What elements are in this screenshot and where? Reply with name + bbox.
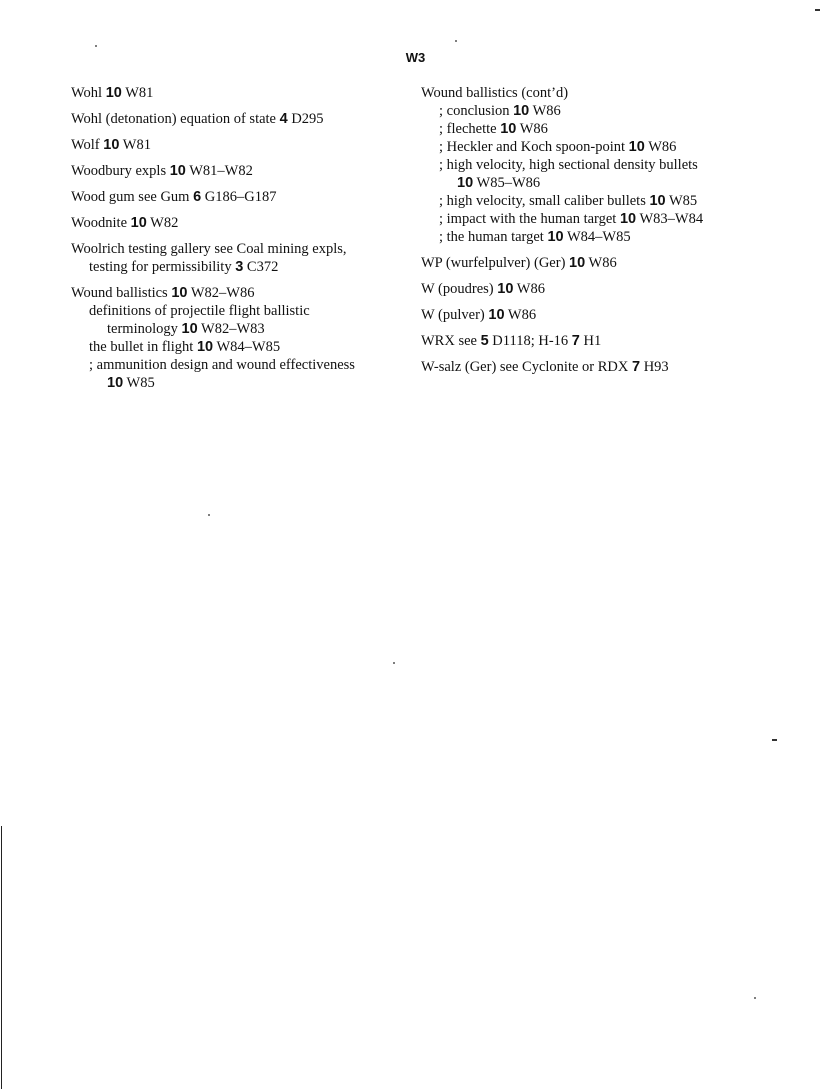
index-subentry-small-caliber xyxy=(421,192,751,210)
scan-speck xyxy=(208,514,210,516)
entry-term: ; ammunition design and wound effectiveness xyxy=(89,357,355,373)
entry-term: W (poudres) xyxy=(421,281,494,297)
index-subentry-flechette xyxy=(421,120,751,138)
entry-reference: W86 xyxy=(507,307,537,323)
scan-margin-line xyxy=(1,826,2,1089)
index-entry-wood-gum xyxy=(71,188,371,206)
entry-term: WP (wurfelpulver) (Ger) xyxy=(421,255,566,271)
entry-volume: 10 xyxy=(107,375,124,391)
entry-reference: C372 xyxy=(246,259,279,275)
entry-continuation xyxy=(439,174,751,192)
index-column-right xyxy=(421,84,751,376)
scan-speck xyxy=(95,45,97,47)
entry-continuation xyxy=(89,374,371,392)
entry-reference: W84–W85 xyxy=(566,229,631,245)
entry-volume: 6 xyxy=(193,189,202,205)
entry-reference: W85 xyxy=(669,193,698,209)
entry-term: ; impact with the human target xyxy=(439,211,617,227)
index-subentry-high-sectional-density xyxy=(421,156,751,192)
entry-term: Wohl (detonation) equation of state xyxy=(71,111,276,127)
entry-reference: W83–W84 xyxy=(639,211,704,227)
entry-volume: 10 xyxy=(619,211,637,227)
entry-term: Woodbury expls xyxy=(71,163,167,179)
entry-reference: W86 xyxy=(516,281,545,297)
index-subentry-impact-human-target xyxy=(421,210,751,228)
entry-volume: 10 xyxy=(569,255,586,271)
entry-volume: 10 xyxy=(457,175,474,191)
index-subentry-ammunition-design xyxy=(71,356,371,392)
index-column-left xyxy=(71,84,371,392)
entry-term: Wound ballistics (cont’d) xyxy=(421,85,569,101)
entry-volume: 10 xyxy=(547,229,564,245)
index-entry-wohl-detonation xyxy=(71,110,371,128)
page-header: W3 xyxy=(405,50,426,65)
entry-term: Woolrich testing gallery see Coal mining expls, xyxy=(71,241,347,257)
entry-term: Wound ballistics xyxy=(71,285,168,301)
index-subentry-heckler-koch xyxy=(421,138,751,156)
scan-mark xyxy=(772,739,777,741)
entry-term: ; high velocity, small caliber bullets xyxy=(439,193,646,209)
entry-reference: W86 xyxy=(532,103,561,119)
index-entry-woodnite xyxy=(71,214,371,232)
entry-volume: 10 xyxy=(103,137,120,153)
entry-term: W-salz (Ger) see Cyclonite or RDX xyxy=(421,359,629,375)
entry-term: ; Heckler and Koch spoon-point xyxy=(439,139,626,155)
entry-reference: W82 xyxy=(150,215,179,231)
entry-reference: D295 xyxy=(291,111,324,127)
entry-volume: 10 xyxy=(130,215,147,231)
index-entry-wound-ballistics-contd xyxy=(421,84,751,102)
entry-volume: 10 xyxy=(171,285,188,301)
entry-reference: H93 xyxy=(643,359,669,375)
index-entry-wolf xyxy=(71,136,371,154)
entry-reference: G186–G187 xyxy=(204,189,277,205)
entry-term: WRX see xyxy=(421,333,477,349)
index-entry-w-poudres xyxy=(421,280,751,298)
index-subentry-definitions xyxy=(71,302,371,338)
entry-term: Wolf xyxy=(71,137,100,153)
entry-reference: W85 xyxy=(126,375,155,391)
index-subentry-conclusion xyxy=(421,102,751,120)
index-subentry-bullet-in-flight xyxy=(71,338,371,356)
entry-reference: W86 xyxy=(588,255,617,271)
entry-term: the bullet in flight xyxy=(89,339,194,355)
index-entry-wp xyxy=(421,254,751,272)
entry-reference: W81 xyxy=(122,137,151,153)
entry-term: ; conclusion xyxy=(439,103,510,119)
entry-term: W (pulver) xyxy=(421,307,485,323)
entry-term: Wood gum see Gum xyxy=(71,189,190,205)
entry-volume: 10 xyxy=(628,139,645,155)
entry-reference: W86 xyxy=(519,121,548,137)
entry-volume: 10 xyxy=(497,281,514,297)
entry-term: definitions of projectile flight ballistic xyxy=(89,303,310,319)
entry-volume: 10 xyxy=(513,103,530,119)
entry-volume: 5 xyxy=(480,333,489,349)
entry-volume: 10 xyxy=(169,163,186,179)
entry-subterm: testing for permissibility xyxy=(89,259,232,275)
scan-speck xyxy=(455,40,457,42)
scan-speck xyxy=(754,997,756,999)
entry-term: ; high velocity, high sectional density bullets xyxy=(439,157,698,173)
entry-volume: 7 xyxy=(632,359,641,375)
index-entry-woolrich xyxy=(71,240,371,276)
entry-reference: W81 xyxy=(125,85,154,101)
entry-reference: W81–W82 xyxy=(189,163,253,179)
entry-continuation xyxy=(71,258,371,276)
index-entry-wrx xyxy=(421,332,751,350)
index-entry-wohl xyxy=(71,84,371,102)
index-subentry-human-target xyxy=(421,228,751,246)
entry-reference: W84–W85 xyxy=(216,339,281,355)
entry-volume: 4 xyxy=(279,111,288,127)
entry-term: Wohl xyxy=(71,85,103,101)
index-entry-wound-ballistics xyxy=(71,284,371,302)
entry-volume: 3 xyxy=(235,259,244,275)
entry-volume: 10 xyxy=(649,193,666,209)
entry-term: ; the human target xyxy=(439,229,544,245)
scan-speck xyxy=(393,662,395,664)
index-entry-w-pulver xyxy=(421,306,751,324)
entry-reference: W85–W86 xyxy=(476,175,541,191)
entry-volume: 10 xyxy=(488,307,505,323)
entry-volume-2: 7 xyxy=(571,333,580,349)
entry-reference: W86 xyxy=(648,139,677,155)
scan-mark xyxy=(815,9,820,11)
entry-reference: W82–W86 xyxy=(190,285,255,301)
entry-volume: 10 xyxy=(500,121,517,137)
entry-subterm: terminology xyxy=(107,321,178,337)
entry-term: Woodnite xyxy=(71,215,128,231)
entry-reference-2: H1 xyxy=(583,333,602,349)
entry-volume: 10 xyxy=(181,321,198,337)
index-entry-w-salz xyxy=(421,358,751,376)
entry-term: ; flechette xyxy=(439,121,497,137)
entry-reference: W82–W83 xyxy=(201,321,265,337)
entry-reference: D1118; H-16 xyxy=(492,333,569,349)
entry-volume: 10 xyxy=(105,85,122,101)
index-entry-woodbury xyxy=(71,162,371,180)
entry-continuation xyxy=(89,320,371,338)
entry-volume: 10 xyxy=(196,339,214,355)
